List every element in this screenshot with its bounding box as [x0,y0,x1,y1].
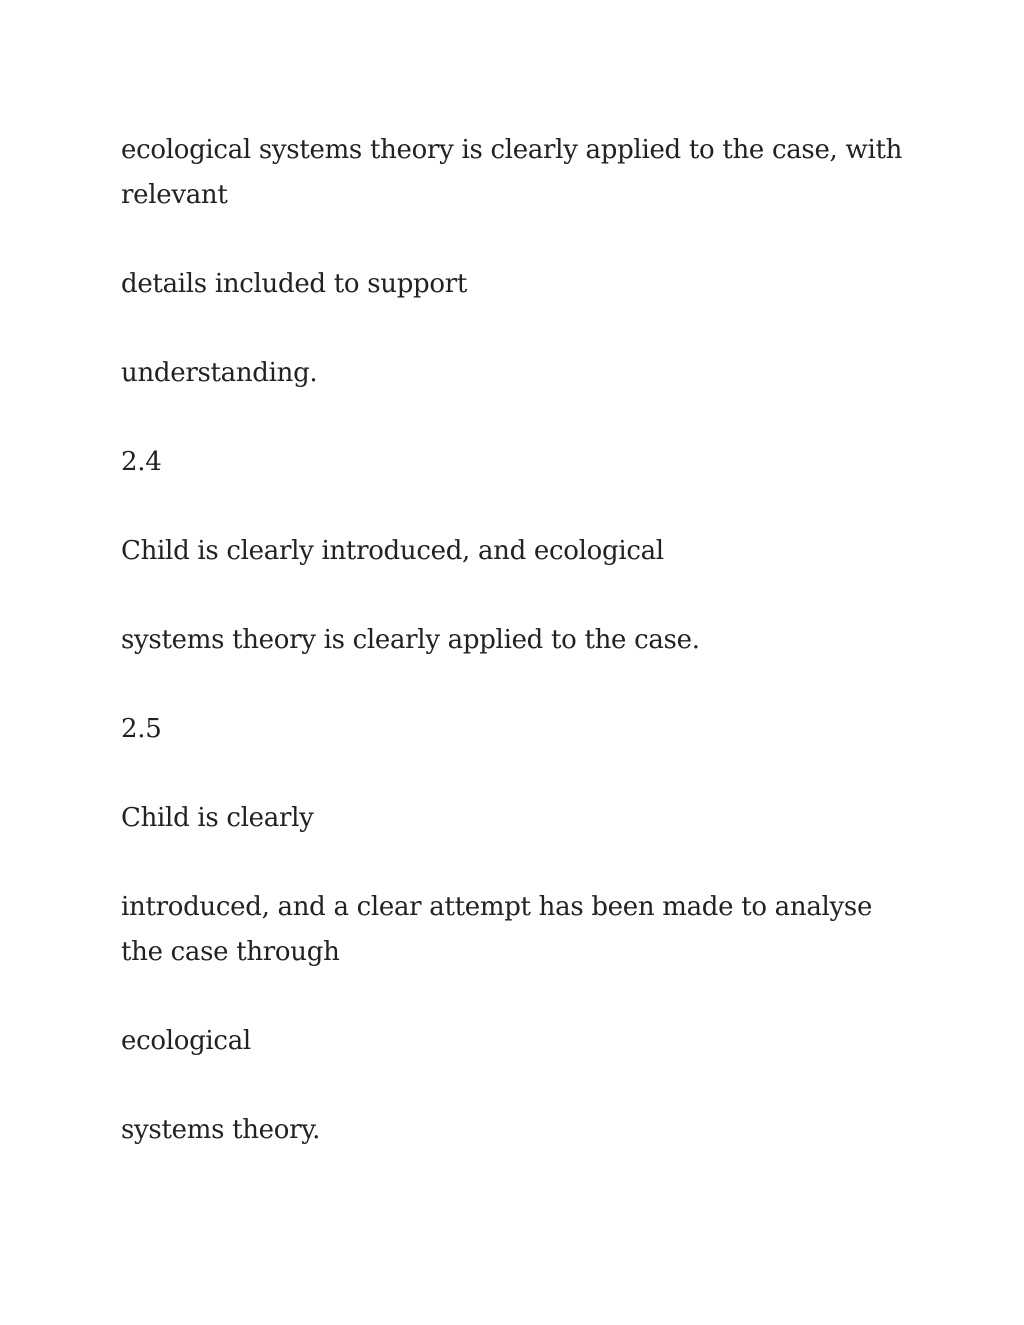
paragraph-details-included: details included to support [121,269,468,299]
paragraph-systems-theory: systems theory. [121,1115,321,1145]
document-body [121,128,911,1197]
paragraph-clear-attempt-analyse: introduced, and a clear attempt has been made to analyse the case through [121,892,873,967]
paragraph-systems-theory-applied: systems theory is clearly applied to the case. [121,625,700,655]
paragraph-understanding: understanding. [121,358,318,388]
paragraph-ecological-systems-applied: ecological systems theory is clearly applied to the case, with relevant [121,135,903,210]
paragraph-child-is-clearly: Child is clearly [121,803,314,833]
score-2-4: 2.4 [121,447,162,477]
score-2-5: 2.5 [121,714,162,744]
paragraph-ecological: ecological [121,1026,251,1056]
paragraph-child-introduced-ecological: Child is clearly introduced, and ecological [121,536,664,566]
